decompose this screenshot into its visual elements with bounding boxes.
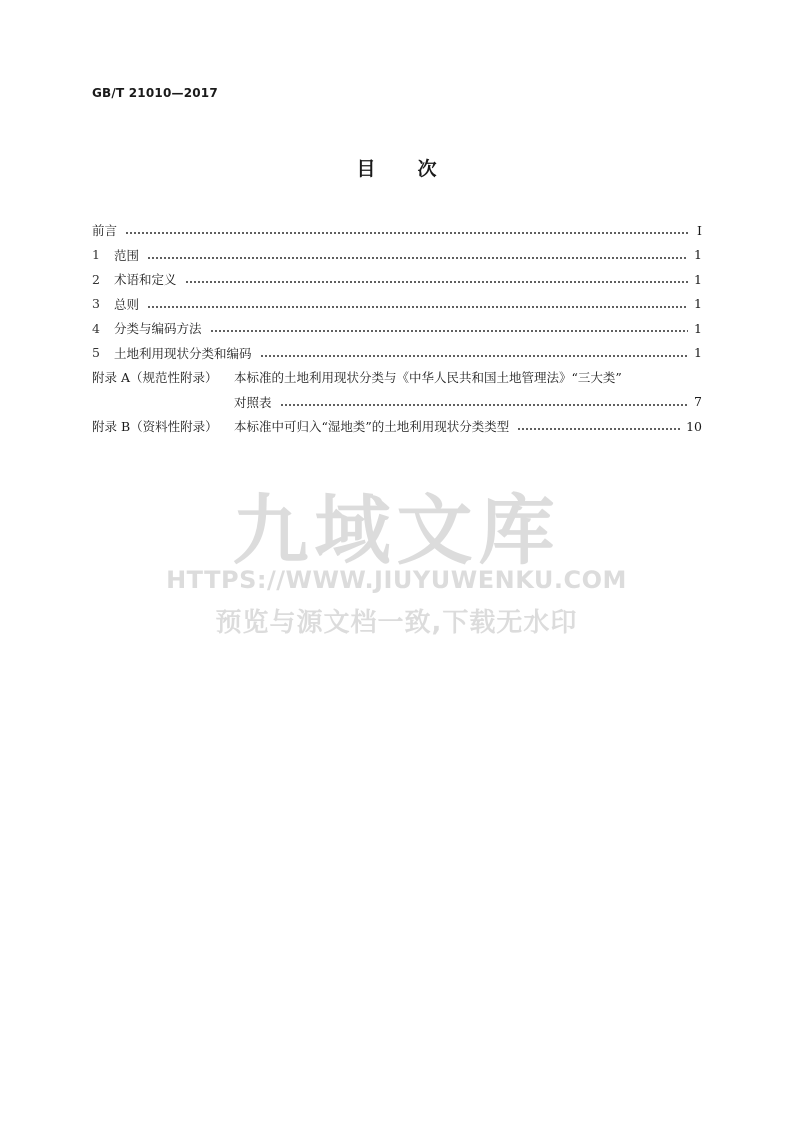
toc-page-number: 1 (694, 345, 702, 361)
toc-label: 土地利用现状分类和编码 (114, 345, 252, 361)
dot-leader (210, 321, 688, 335)
toc-annex-prefix: 附录 A（规范性附录） (92, 370, 218, 386)
toc-page-number: 1 (694, 271, 702, 287)
dot-leader (147, 297, 688, 311)
dot-leader (260, 346, 688, 360)
toc-entry-2[interactable] (92, 267, 702, 292)
toc-page-number: 1 (694, 296, 702, 312)
toc-entry-3[interactable] (92, 292, 702, 317)
toc-label: 范围 (114, 247, 140, 263)
toc-entry-annex-a[interactable] (92, 365, 702, 390)
toc-page-number: 10 (686, 418, 702, 434)
toc-number: 5 (92, 345, 100, 361)
watermark-note: 预览与源文档一致,下载无水印 (215, 608, 578, 638)
toc-label: 术语和定义 (114, 272, 177, 288)
toc-number: 2 (92, 271, 100, 287)
toc-label: 本标准的土地利用现状分类与《中华人民共和国土地管理法》“三大类” (234, 370, 622, 386)
toc-page-number: 7 (694, 394, 702, 410)
table-of-contents (92, 218, 702, 439)
toc-number: 1 (92, 247, 100, 263)
dot-leader (280, 395, 688, 409)
title-char-1: 目 (356, 158, 376, 180)
toc-annex-prefix: 附录 B（资料性附录） (92, 419, 218, 435)
toc-entry-annex-b[interactable] (92, 414, 702, 439)
toc-label: 本标准中可归入“湿地类”的土地利用现状分类类型 (234, 419, 510, 435)
page-title (0, 154, 793, 181)
toc-label: 前言 (92, 223, 118, 239)
watermark-url: HTTPS://WWW.JIUYUWENKU.COM (166, 566, 627, 594)
toc-page-number: 1 (694, 247, 702, 263)
toc-entry-foreword[interactable] (92, 218, 702, 243)
toc-number: 4 (92, 320, 100, 336)
toc-entry-1[interactable] (92, 243, 702, 268)
toc-entry-4[interactable] (92, 316, 702, 341)
dot-leader (517, 419, 682, 433)
toc-label: 对照表 (234, 394, 272, 410)
toc-page-number: Ⅰ (697, 222, 702, 238)
standard-code: GB/T 21010—2017 (92, 86, 218, 100)
toc-page-number: 1 (694, 320, 702, 336)
toc-label: 分类与编码方法 (114, 321, 202, 337)
dot-leader (185, 272, 688, 286)
toc-label: 总则 (114, 296, 140, 312)
dot-leader (125, 223, 688, 237)
title-char-2: 次 (417, 158, 437, 180)
toc-number: 3 (92, 296, 100, 312)
toc-entry-annex-a-continuation[interactable] (92, 390, 702, 415)
dot-leader (147, 248, 688, 262)
watermark-logo-text: 九域文库 (232, 486, 561, 575)
toc-entry-5[interactable] (92, 341, 702, 366)
